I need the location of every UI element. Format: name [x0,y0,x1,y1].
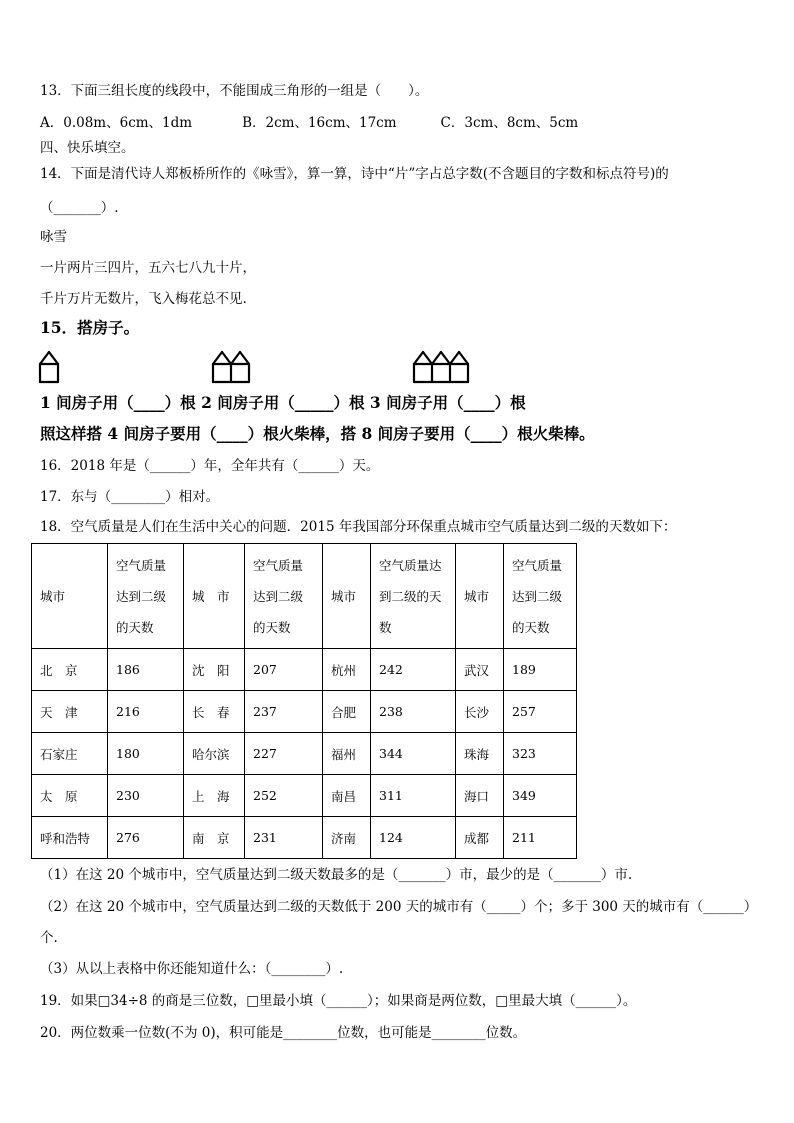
city-cell: 杭州 [323,649,371,691]
q15-line2: 照这样搭 4 间房子要用（____）根火柴棒，搭 8 间房子要用（____）根火柴棒。 [40,424,595,443]
days-cell: 344 [371,733,456,775]
q18-sub1: （1）在这 20 个城市中，空气质量达到二级天数最多的是（_______）市，最少的是（_______）市. [40,867,633,883]
q13-option-a: A．0.08m、6cm、1dm [40,115,193,131]
days-cell: 186 [108,649,184,691]
city-cell: 海口 [456,775,504,817]
q18-sub2-cont: 个. [40,930,58,946]
city-cell: 长 春 [184,691,245,733]
q13-options [40,114,578,132]
q16: 16．2018 年是（______）年，全年共有（______）天。 [40,458,380,474]
table-header-row [32,544,577,649]
days-cell: 237 [245,691,323,733]
city-cell: 武汉 [456,649,504,691]
city-cell: 哈尔滨 [184,733,245,775]
q14-line2: （_______）. [40,200,119,216]
city-cell: 上 海 [184,775,245,817]
table-row [32,691,577,733]
q13-option-c: C．3cm、8cm、5cm [440,115,579,131]
days-cell: 180 [108,733,184,775]
table-row [32,775,577,817]
q13-option-b: B．2cm、16cm、17cm [242,115,397,131]
poem-line: 一片两片三四片，五六七八九十片， [40,260,256,276]
days-cell: 349 [504,775,577,817]
days-cell: 227 [245,733,323,775]
city-cell: 成都 [456,817,504,859]
days-cell: 189 [504,649,577,691]
header-city: 城 市 [184,544,245,649]
q15-title: 15．搭房子。 [40,318,140,337]
city-cell: 沈 阳 [184,649,245,691]
city-cell: 长沙 [456,691,504,733]
city-cell: 太 原 [32,775,108,817]
days-cell: 216 [108,691,184,733]
header-days: 空气质量 达到二级 的天数 [504,544,577,649]
city-cell: 珠海 [456,733,504,775]
header-city: 城市 [456,544,504,649]
city-cell: 合肥 [323,691,371,733]
header-days: 空气质量 达到二级 的天数 [108,544,184,649]
days-cell: 257 [504,691,577,733]
section-heading: 四、快乐填空。 [40,140,135,156]
city-cell: 南昌 [323,775,371,817]
city-cell: 济南 [323,817,371,859]
city-cell: 石家庄 [32,733,108,775]
q19: 19．如果□34÷8 的商是三位数，□里最小填（______）；如果商是两位数，□里最大填（______）。 [40,993,637,1009]
header-days: 空气质量达 到二级的天 数 [371,544,456,649]
table-row [32,817,577,859]
city-cell: 北 京 [32,649,108,691]
city-cell: 天 津 [32,691,108,733]
days-cell: 231 [245,817,323,859]
q17: 17．东与（________）相对。 [40,489,220,505]
days-cell: 230 [108,775,184,817]
q20: 20．两位数乘一位数(不为 0)，积可能是________位数，也可能是________位数。 [40,1025,527,1041]
table-row [32,649,577,691]
days-cell: 242 [371,649,456,691]
q14-line1: 14．下面是清代诗人郑板桥所作的《咏雪》，算一算，诗中“片”字占总字数(不含题目的字数和标点符号)的 [40,166,669,182]
days-cell: 276 [108,817,184,859]
days-cell: 211 [504,817,577,859]
q18-sub3: （3）从以上表格中你还能知道什么：（________）. [40,961,344,977]
days-cell: 238 [371,691,456,733]
city-cell: 南 京 [184,817,245,859]
matchstick-house-1-figure [38,350,62,385]
days-cell: 252 [245,775,323,817]
city-cell: 呼和浩特 [32,817,108,859]
q15-line1: 1 间房子用（____）根 2 间房子用（_____）根 3 间房子用（____）根 [40,393,526,412]
header-city: 城市 [32,544,108,649]
q13-question: 13．下面三组长度的线段中，不能围成三角形的一组是（ ）。 [40,83,429,99]
days-cell: 323 [504,733,577,775]
header-city: 城市 [323,544,371,649]
matchstick-house-2-figure [211,350,253,385]
days-cell: 124 [371,817,456,859]
air-quality-table [31,543,577,859]
header-days: 空气质量 达到二级 的天数 [245,544,323,649]
table-row [32,733,577,775]
city-cell: 福州 [323,733,371,775]
poem-title: 咏雪 [40,229,67,245]
q18-intro: 18．空气质量是人们在生活中关心的问题．2015 年我国部分环保重点城市空气质量达到二级的天数如下： [40,519,677,535]
q18-sub2: （2）在这 20 个城市中，空气质量达到二级的天数低于 200 天的城市有（_____）个；多于 300 天的城市有（______） [40,899,758,915]
days-cell: 311 [371,775,456,817]
poem-line: 千片万片无数片，飞入梅花总不见. [40,291,247,307]
days-cell: 207 [245,649,323,691]
matchstick-house-3-figure [412,350,472,385]
